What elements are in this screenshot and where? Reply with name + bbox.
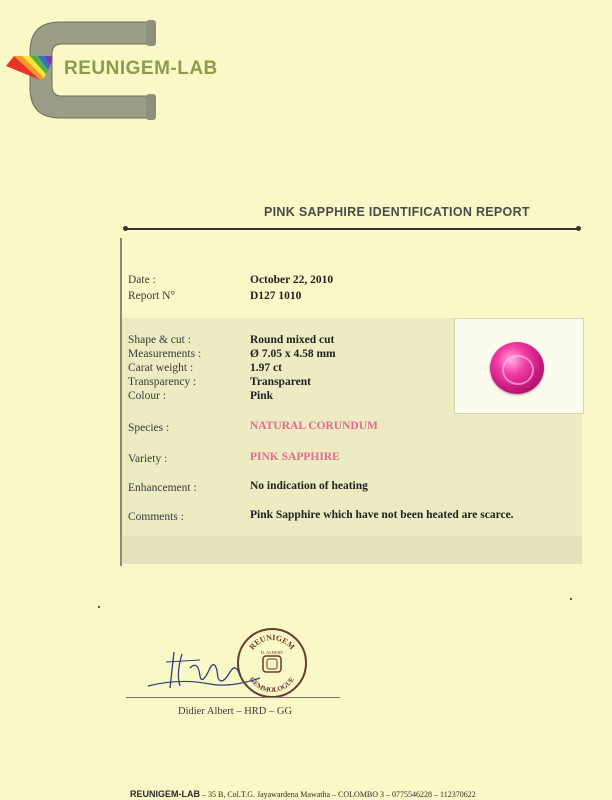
- carat-weight-label: Carat weight :: [128, 362, 194, 374]
- colour-label: Colour :: [128, 390, 167, 402]
- measurements-label: Measurements :: [128, 348, 202, 360]
- footer-brand: REUNIGEM-LAB: [130, 789, 200, 799]
- shape-cut-value: Round mixed cut: [250, 334, 335, 346]
- scan-mark: [570, 598, 572, 600]
- panel-bottom-band: [122, 536, 582, 564]
- gemstone-facet-highlight: [502, 355, 534, 385]
- date-value: October 22, 2010: [250, 274, 334, 286]
- colour-value: Pink: [250, 390, 274, 402]
- variety-label: Variety :: [128, 453, 168, 465]
- seal-lettering: [237, 628, 307, 698]
- footer-address-text: – 35 B, Col.T.G. Jayawardena Mawatha – COLOMBO 3 – 0775546228 – 112370622: [200, 790, 476, 799]
- transparency-value: Transparent: [250, 376, 311, 388]
- comments-value: Pink Sapphire which have not been heated are scarce.: [250, 509, 514, 521]
- date-label: Date :: [128, 274, 156, 286]
- report-number-value: D127 1010: [250, 290, 302, 302]
- enhancement-value: No indication of heating: [250, 480, 368, 492]
- shape-cut-label: Shape & cut :: [128, 334, 191, 346]
- logo-wordmark: REUNIGEM-LAB: [64, 58, 218, 79]
- carat-weight-value: 1.97 ct: [250, 362, 282, 374]
- divider-dot-right: [576, 226, 581, 231]
- report-title: PINK SAPPHIRE IDENTIFICATION REPORT: [264, 205, 530, 219]
- enhancement-label: Enhancement :: [128, 482, 197, 494]
- footer-address: [130, 789, 476, 799]
- scan-mark: [98, 606, 100, 608]
- measurements-value: Ø 7.05 x 4.58 mm: [250, 348, 336, 360]
- title-divider: [126, 228, 578, 230]
- divider-dot-left: [123, 226, 128, 231]
- svg-text:GEMMOLOGUE: GEMMOLOGUE: [247, 675, 297, 695]
- variety-value: PINK SAPPHIRE: [250, 451, 340, 463]
- svg-text:REUNIGEM: REUNIGEM: [247, 632, 297, 652]
- species-value: NATURAL CORUNDUM: [250, 420, 378, 432]
- signatory-name: Didier Albert – HRD – GG: [178, 706, 293, 717]
- svg-text:D. ALBERT: D. ALBERT: [260, 650, 284, 655]
- comments-label: Comments :: [128, 511, 184, 523]
- signature-line: [126, 697, 340, 698]
- report-number-label: Report N°: [128, 290, 176, 302]
- transparency-label: Transparency :: [128, 376, 197, 388]
- species-label: Species :: [128, 422, 170, 434]
